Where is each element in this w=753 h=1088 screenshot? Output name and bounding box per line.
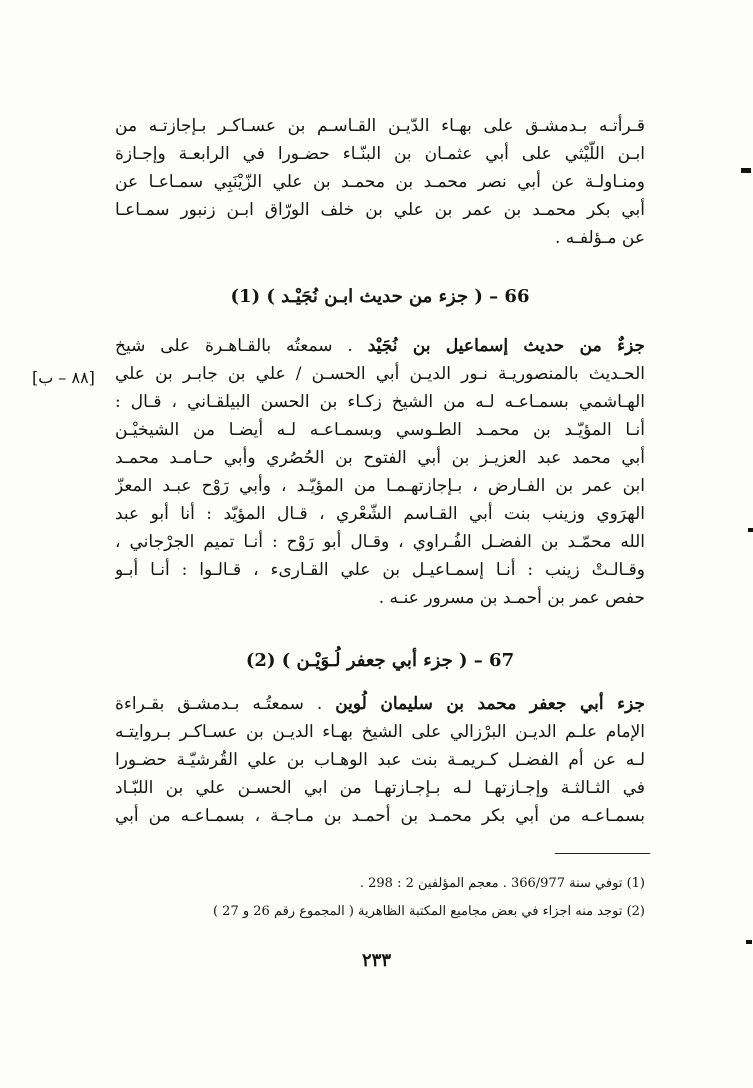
edge-mark: [746, 940, 752, 944]
text-line: أنـا المؤيّـد بن محمـد الطـوسي وبسمـاعـه لـه أيضـا من الشيخيْـن: [115, 420, 645, 440]
section-66-lead: جزءٌ من حديث إسماعيل بن نُجَيْد: [367, 336, 645, 356]
section-67-lead: جزء أبي جعفر محمد بن سليمان لُوين: [335, 694, 645, 714]
page-number: ٢٣٣: [361, 950, 391, 971]
section-66-heading: 66 – ( جزء من حديث ابـن نُجَيْـد ) (1): [230, 286, 530, 307]
text-line: الهرَوي وزينب بنت أبي القـاسم الشّعْري ، قـال المؤيّد : أنا أبو عبد: [115, 504, 645, 524]
text-line: حفص عمر بن أحمـد بن مسرور عنـه .: [378, 588, 645, 608]
text-line: ومنـاولـة عن أبي نصر محمـد بن محمـد بن علي الزّيْنَبِي سمـاعـا عن: [115, 172, 645, 192]
text-line: الله محمّـد بن الفضـل الفُـراوي ، وقـال أبو رَوْح : أنـا تميم الجرْجاني ،: [115, 532, 645, 552]
footnote-1: (1) توفي سنة 366/977 . معجم المؤلفين 2 : 298 .: [359, 876, 645, 891]
text-line: لـه عن أم الفضـل كـريمـة بنت عبد الوهـاب بن علي القُرشيّـة حضـورا: [115, 750, 645, 770]
text-line: وقـالـتْ زينب : أنـا إسمـاعيـل بن علي القـارىء ، قـالـوا : أنـا أبـو: [115, 560, 645, 580]
edge-mark: [741, 168, 751, 173]
footnote-2: (2) توجد منه اجزاء في بعض مجاميع المكتبة الظاهرية ( المجموع رقم 26 و 27 ): [212, 904, 645, 919]
text-line: الهـاشمي بسمـاعـه لـه من الشيخ زكـاء بن الحسن البيلقـاني ، قـال :: [115, 392, 645, 412]
text-line: أبي محمد عبد العزيـز بن أبي الفتوح بن الحُصُري وأبي حـامـد محمـد: [115, 448, 645, 468]
edge-mark: [748, 528, 753, 532]
text-line: في الثـالثـة وإجـازتهـا لـه بـإجـازتهـا من ابي الحسـن علي بن اللبّـاد: [115, 778, 645, 798]
section-67-paragraph: [115, 690, 645, 830]
section-67-heading: 67 – ( جزء أبي جعفر لُـوَيْـن ) (2): [245, 650, 515, 671]
text-line: الإمام علـم الديـن البرْزالي على الشيخ بهـاء الديـن بن عسـاكـر بـروايتـه: [115, 722, 645, 742]
text-run: . سمعتُه بالقـاهـرة على شيخ: [115, 336, 353, 356]
text-line: [115, 332, 645, 360]
text-line: أبي بكر محمـد بن عمر بن علي بن خلف الورّاق ابـن زنبور سمـاعـا: [115, 200, 645, 220]
footnote-divider: [555, 853, 650, 854]
text-line: قـرأتـه بـدمشـق على بهـاء الدّيـن القـاسـم بن عسـاكـر بـإجازتـه من: [115, 116, 645, 136]
margin-folio-note: [٨٨ – ب]: [32, 368, 95, 387]
text-line: عن مـؤلفـه .: [554, 228, 645, 248]
text-line: ابن عمر بن الفـارض ، بـإجازتهـمـا من المؤيّـد ، وأبي رَوْح عبـد المعزّ: [115, 476, 645, 496]
text-line: بسمـاعـه من أبي بكر محمـد بن أحمـد بن مـاجـة ، بسمـاعـه من أبي: [115, 806, 645, 826]
text-line: ابـن اللّيْثي على أبي عثمـان بن البنّـاء حضـورا في الرابعـة وإجـازة: [115, 144, 645, 164]
section-66-paragraph: [115, 332, 645, 612]
intro-paragraph: [115, 112, 645, 252]
text-line: الحـديث بالمنصوريـة نـور الديـن أبي الحسـن / علي بن جابـر بن علي: [115, 364, 645, 384]
text-line: [115, 690, 645, 718]
text-run: . سمعتُـه بـدمشـق بقـراءة: [115, 694, 323, 714]
